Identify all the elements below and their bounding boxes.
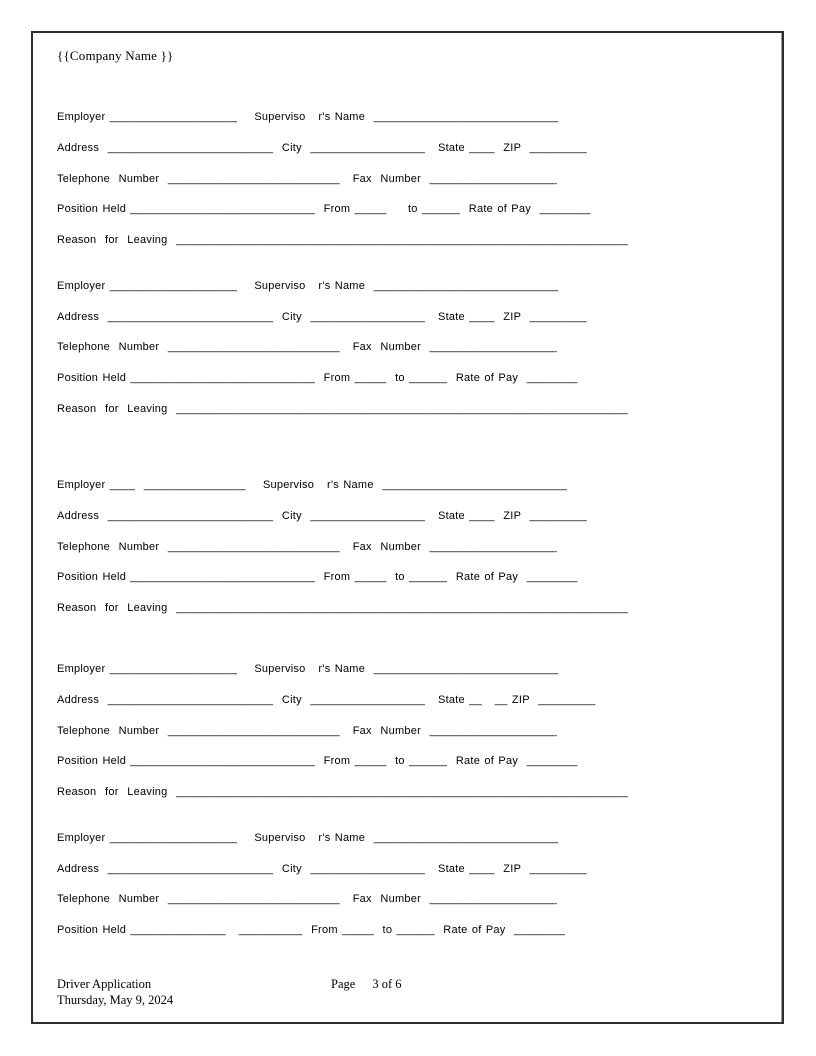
- footer-page-value: 3 of 6: [372, 977, 402, 991]
- position-line: Position Held _____________________________ From _____ to ______ Rate of Pay ________: [57, 755, 578, 767]
- reason-line: Reason for Leaving _______________________________________________________________________: [57, 786, 629, 798]
- position-line: Position Held _______________ __________ From _____ to ______ Rate of Pay ________: [57, 924, 566, 936]
- company-name-placeholder: {{Company Name }}: [57, 48, 174, 63]
- employer-line: Employer ____________________ Superviso r's Name _____________________________: [57, 280, 559, 292]
- employer-line: Employer ____________________ Superviso r's Name _____________________________: [57, 832, 559, 844]
- footer-page-label: Page: [331, 977, 356, 991]
- footer-page-number: [331, 977, 401, 992]
- telephone-fax-line: Telephone Number ___________________________ Fax Number ____________________: [57, 541, 557, 553]
- employer-line: Employer ____________________ Superviso r's Name _____________________________: [57, 111, 559, 123]
- employer-line: Employer ____ ________________ Superviso r's Name _____________________________: [57, 479, 567, 491]
- reason-line: Reason for Leaving _______________________________________________________________________: [57, 403, 629, 415]
- reason-line: Reason for Leaving _______________________________________________________________________: [57, 602, 629, 614]
- telephone-fax-line: Telephone Number ___________________________ Fax Number ____________________: [57, 341, 557, 353]
- address-line: Address __________________________ City __________________ State ____ ZIP _________: [57, 863, 587, 875]
- footer-doc-title: Driver Application: [57, 977, 152, 991]
- position-line: Position Held _____________________________ From _____ to ______ Rate of Pay ________: [57, 203, 591, 215]
- position-line: Position Held _____________________________ From _____ to ______ Rate of Pay ________: [57, 571, 578, 583]
- address-line: Address __________________________ City __________________ State ____ ZIP _________: [57, 142, 587, 154]
- reason-line: Reason for Leaving _______________________________________________________________________: [57, 234, 629, 246]
- footer-date: Thursday, May 9, 2024: [57, 993, 174, 1007]
- address-line: Address __________________________ City __________________ State __ __ ZIP _________: [57, 694, 596, 706]
- address-line: Address __________________________ City __________________ State ____ ZIP _________: [57, 311, 587, 323]
- employer-line: Employer ____________________ Superviso r's Name _____________________________: [57, 663, 559, 675]
- telephone-fax-line: Telephone Number ___________________________ Fax Number ____________________: [57, 893, 557, 905]
- telephone-fax-line: Telephone Number ___________________________ Fax Number ____________________: [57, 173, 557, 185]
- address-line: Address __________________________ City __________________ State ____ ZIP _________: [57, 510, 587, 522]
- position-line: Position Held _____________________________ From _____ to ______ Rate of Pay ________: [57, 372, 578, 384]
- telephone-fax-line: Telephone Number ___________________________ Fax Number ____________________: [57, 725, 557, 737]
